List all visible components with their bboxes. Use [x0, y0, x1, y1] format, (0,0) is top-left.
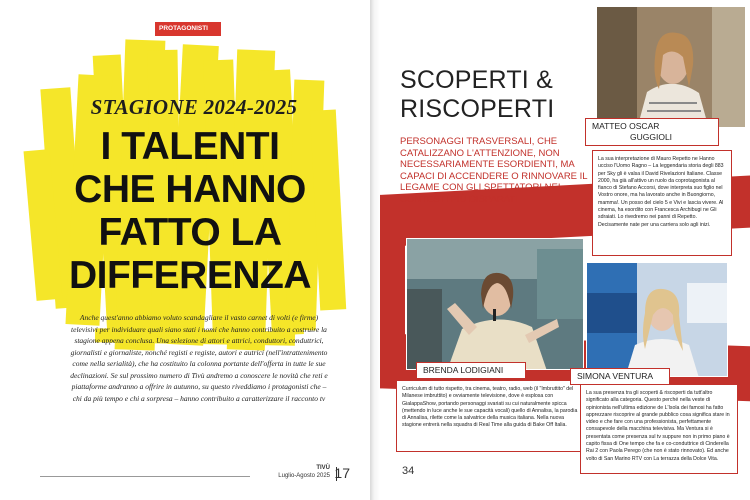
photo-brenda-lodigiani — [406, 238, 584, 370]
section-tag: PROTAGONISTI — [155, 22, 221, 36]
page-number: 17 — [334, 465, 350, 481]
portrait-image — [597, 7, 746, 128]
article-title — [400, 66, 554, 124]
headline-line: I TALENTI — [100, 125, 280, 168]
footer-rule — [40, 476, 250, 477]
photo-matteo-guggioli — [596, 6, 746, 128]
name-label-brenda: BRENDA LODIGIANI — [416, 362, 526, 379]
text-box-brenda: Curriculum di tutto rispetto, tra cinema, teatro, radio, web (il "Imbruttito" del Milanese imbruttito) e ovviamente televisione, dove è esplosa con GialappaShow, portando personaggi svariati su cui naturalmente spicca (mettendo in luce anche le sue capacità vocali) quello di Annalisa, la parodia di Annalisa, rilette come la salvatrice della musica italiana. Nella nuova stagione entrerà nella squadra di Real Time alla guida di Bake Off Italia. — [396, 380, 584, 452]
photo-simona-ventura — [586, 262, 728, 377]
spread-gutter — [370, 0, 380, 500]
left-page — [0, 0, 370, 500]
headline-line: FATTO LA — [98, 211, 282, 254]
portrait-image — [587, 263, 728, 377]
red-block — [380, 218, 405, 368]
headline-line: CHE HANNO — [74, 168, 306, 211]
page-footer — [250, 465, 360, 485]
label-line: MATTEO OSCAR — [592, 121, 660, 131]
name-label-matteo — [585, 118, 719, 146]
name-label-simona: SIMONA VENTURA — [570, 368, 670, 385]
page-number: 34 — [402, 465, 415, 477]
article-subtitle: PERSONAGGI TRASVERSALI, CHE CATALIZZANO L'ATTENZIONE, NON NECESSARIAMENTE ESORDIENTI, MA CAPACI DI ACCENDERE O RINNOVARE IL LEGAME CON GLI SPETTATORI NEI CONTESTI PIÙ DISPARATI — [400, 136, 588, 205]
text-box-matteo: La sua interpretazione di Mauro Repetto ne Hanno ucciso l'Uomo Ragno – La leggendaria storia degli 883 per Sky gli è valsa il David Rivelazioni Italiane. Classe 2000, ha già all'attivo un ruolo da coprotagonista al fianco di Stefano Accorsi, dove interpreta suo figlio nel Vostro onore, ma ha lavorato anche in Buongiorno, mamma!. Un posso del cielo 5 e Vivi e lascia vivere. Al cinema, ha esordito con Francesca Archibugi ne Gli sdraiati. Lo rivedremo nei panni di Repetto. Decisamente nate per una carriera solo agli inizi. — [592, 150, 732, 256]
headline-line: DIFFERENZA — [69, 254, 311, 297]
title-line: RISCOPERTI — [400, 95, 555, 123]
right-page — [380, 0, 750, 500]
magazine-issue: Luglio-Agosto 2025 — [278, 473, 330, 479]
season-title: STAGIONE 2024-2025 — [90, 95, 298, 119]
text-box-simona: La sua presenza tra gli scoperti & riscoperti da tutt'altro significato alla categoria. Questo perché nella veste di opinionista nell'ultima edizione de L'Isola dei famosi ha fatto apprezzare riscoprire al grande pubblico cosa significa stare in video e che fare con una professionista, perfettamente consapevole della macchina televisiva. Ma Ventura si è presentata come presenza sul tv suppure non in primo piano è capito fissa di One tempo che fa e co-conduttrice di Cinderella Rai 2 con Paola Perego (che non è stato rinnovato). Ed anche volto di San Marino RTV con La terrazza della Dolce Vita. — [580, 384, 738, 474]
title-line: SCOPERTI & — [400, 66, 553, 94]
portrait-image — [407, 239, 584, 370]
headline — [30, 125, 350, 297]
intro-paragraph: Anche quest'anno abbiamo voluto scandagliare il vasto carnet di volti (e firme) televisivi per individuare quali siano stati i nomi che hanno contribuito a costruire la stagione appena conclusa. Una selezione di attori e attrici, conduttori, conduttrici, giornalisti e giornaliste, nonché registi e registe, autori e autrici (nell'intrattenimento come nella serialità), che ha costituito la colonna portante dell'offerta in tutte le sue declinazioni. Se sul prossimo numero di Tivù andremo a conoscere le novità che reti e piattaforme andranno a offrire in autunno, su questo riveddiamo i protagonisti che – chi da più tempo e chi a sorpresa – hanno contribuito a caratterizzare il racconto tv — [70, 313, 328, 403]
label-line: GUGGIOLI — [630, 132, 673, 142]
magazine-name: TIVÙ — [316, 465, 330, 471]
